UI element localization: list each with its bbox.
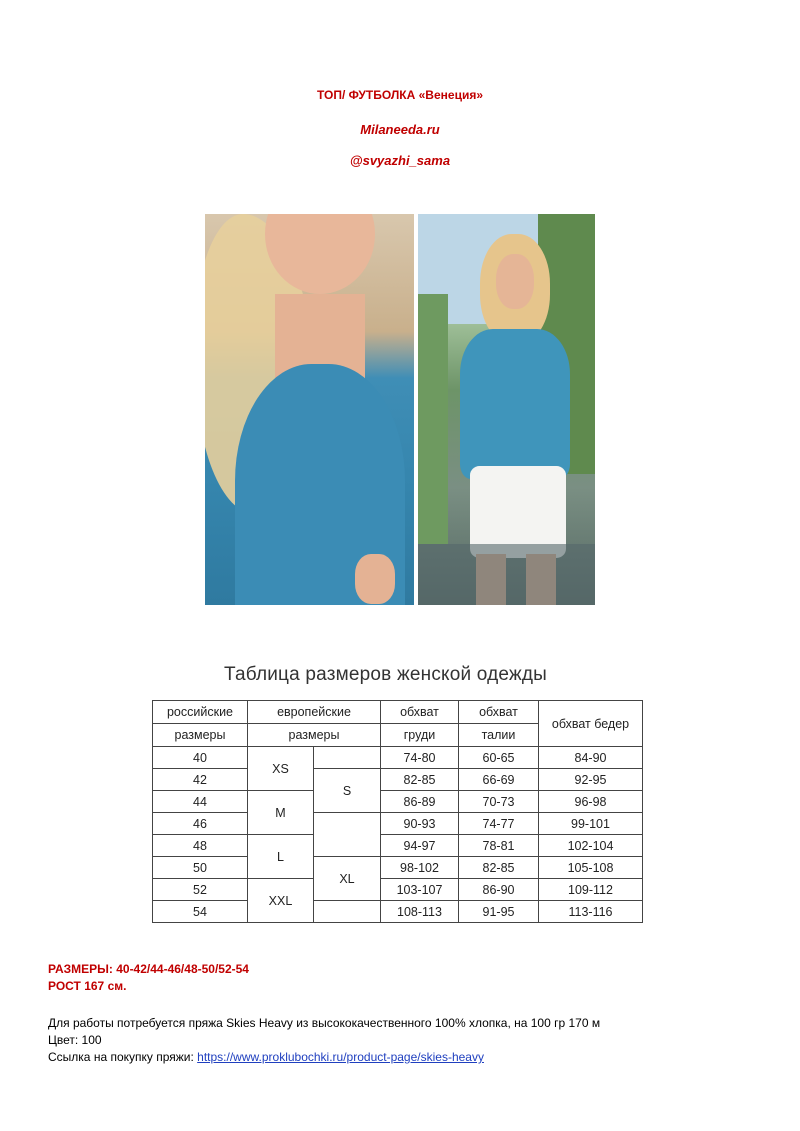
social-handle: @svyazhi_sama	[349, 153, 451, 168]
waist-value: 86-90	[459, 879, 539, 901]
table-row	[153, 747, 643, 769]
european-size: L	[248, 835, 314, 879]
table-row	[153, 813, 643, 835]
header-european-2: размеры	[248, 724, 381, 747]
hips-value: 105-108	[539, 857, 643, 879]
header-hips: обхват бедер	[539, 701, 643, 747]
russian-size: 46	[153, 813, 248, 835]
european-size: XS	[248, 747, 314, 791]
chest-value: 98-102	[381, 857, 459, 879]
table-row	[153, 857, 643, 879]
sizes-text: РАЗМЕРЫ: 40-42/44-46/48-50/52-54	[48, 962, 249, 976]
european-size-empty	[314, 901, 381, 923]
color-text: Цвет: 100	[48, 1033, 102, 1047]
european-size: XL	[314, 857, 381, 901]
russian-size: 44	[153, 791, 248, 813]
table-row	[153, 769, 643, 791]
hips-value: 102-104	[539, 835, 643, 857]
chest-value: 90-93	[381, 813, 459, 835]
waist-value: 66-69	[459, 769, 539, 791]
yarn-purchase-label: Ссылка на покупку пряжи:	[48, 1050, 198, 1064]
yarn-text: Для работы потребуется пряжа Skies Heavy из высококачественного 100% хлопка, на 100 гр 170 м	[48, 1016, 601, 1030]
document-title: ТОП/ ФУТБОЛКА «Венеция»	[316, 88, 483, 102]
yarn-purchase-link[interactable]: https://www.proklubochki.ru/product-page/skies-heavy	[197, 1050, 484, 1064]
chest-value: 86-89	[381, 791, 459, 813]
european-size: S	[314, 769, 381, 813]
european-size: M	[248, 791, 314, 835]
russian-size: 50	[153, 857, 248, 879]
russian-size: 48	[153, 835, 248, 857]
size-table	[152, 700, 643, 923]
header-russian-2: размеры	[153, 724, 248, 747]
table-row	[153, 791, 643, 813]
hips-value: 113-116	[539, 901, 643, 923]
waist-value: 74-77	[459, 813, 539, 835]
russian-size: 54	[153, 901, 248, 923]
hips-value: 96-98	[539, 791, 643, 813]
hips-value: 99-101	[539, 813, 643, 835]
header-chest-1: обхват	[381, 701, 459, 724]
waist-value: 91-95	[459, 901, 539, 923]
waist-value: 70-73	[459, 791, 539, 813]
table-row	[153, 879, 643, 901]
chest-value: 108-113	[381, 901, 459, 923]
hips-value: 109-112	[539, 879, 643, 901]
table-row	[153, 835, 643, 857]
header-waist-1: обхват	[459, 701, 539, 724]
hips-value: 84-90	[539, 747, 643, 769]
waist-value: 60-65	[459, 747, 539, 769]
european-size: XXL	[248, 879, 314, 923]
photo-full-outfit	[418, 214, 595, 605]
chest-value: 82-85	[381, 769, 459, 791]
european-size-empty	[314, 747, 381, 769]
waist-value: 82-85	[459, 857, 539, 879]
header-waist-2: талии	[459, 724, 539, 747]
chest-value: 74-80	[381, 747, 459, 769]
waist-value: 78-81	[459, 835, 539, 857]
header-european-1: европейские	[248, 701, 381, 724]
russian-size: 42	[153, 769, 248, 791]
chest-value: 103-107	[381, 879, 459, 901]
size-table-title: Таблица размеров женской одежды	[224, 664, 548, 685]
russian-size: 52	[153, 879, 248, 901]
header-chest-2: груди	[381, 724, 459, 747]
header-russian-1: российские	[153, 701, 248, 724]
yarn-purchase-line	[48, 1050, 484, 1064]
table-header-row	[153, 701, 643, 724]
site-name: Milaneeda.ru	[360, 122, 440, 137]
hips-value: 92-95	[539, 769, 643, 791]
russian-size: 40	[153, 747, 248, 769]
photo-closeup-top	[205, 214, 414, 605]
chest-value: 94-97	[381, 835, 459, 857]
table-row	[153, 901, 643, 923]
european-size-empty	[314, 813, 381, 857]
height-text: РОСТ 167 см.	[48, 979, 127, 993]
